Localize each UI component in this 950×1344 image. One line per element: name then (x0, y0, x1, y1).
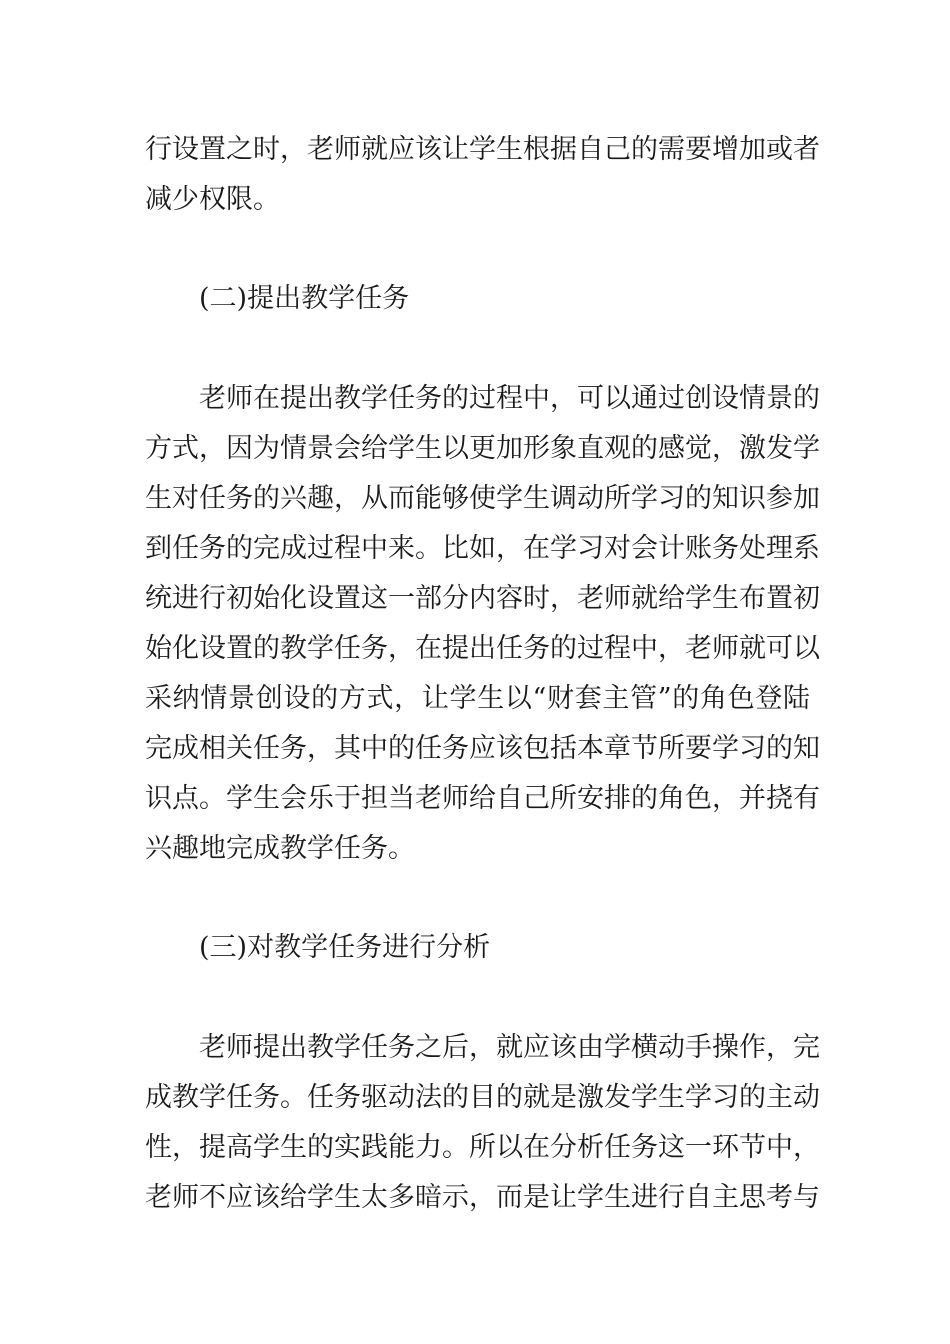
section-heading-2: (二)提出教学任务 (199, 283, 410, 314)
paragraph-line: 完成相关任务，其中的任务应该包括本章节所要学习的知 (145, 733, 820, 764)
paragraph-line: 生对任务的兴趣，从而能够使学生调动所学习的知识参加 (145, 483, 820, 514)
paragraph-line: 老师提出教学任务之后，就应该由学横动手操作，完 (199, 1032, 820, 1063)
paragraph-line: 老师不应该给学生太多暗示，而是让学生进行自主思考与 (145, 1182, 820, 1213)
paragraph-line: 统进行初始化设置这一部分内容时，老师就给学生布置初 (145, 583, 820, 614)
paragraph-line: 识点。学生会乐于担当老师给自己所安排的角色，并挠有 (145, 783, 820, 814)
paragraph-line: 到任务的完成过程中来。比如，在学习对会计账务处理系 (145, 533, 820, 564)
paragraph-line: 老师在提出教学任务的过程中，可以通过创设情景的 (199, 383, 820, 414)
paragraph-line: 兴趣地完成教学任务。 (145, 833, 415, 864)
paragraph-line: 始化设置的教学任务，在提出任务的过程中，老师就可以 (145, 633, 820, 664)
paragraph-line: 方式，因为情景会给学生以更加形象直观的感觉，激发学 (145, 433, 820, 464)
section-heading-3: (三)对教学任务进行分析 (199, 932, 491, 963)
paragraph-line: 采纳情景创设的方式，让学生以“财套主管”的角色登陆 (145, 683, 810, 714)
paragraph-line: 减少权限。 (145, 184, 280, 215)
paragraph-line: 行设置之时，老师就应该让学生根据自己的需要增加或者 (145, 134, 820, 165)
paragraph-line: 成教学任务。任务驱动法的目的就是激发学生学习的主动 (145, 1082, 820, 1113)
paragraph-line: 性，提高学生的实践能力。所以在分析任务这一环节中， (145, 1132, 820, 1163)
